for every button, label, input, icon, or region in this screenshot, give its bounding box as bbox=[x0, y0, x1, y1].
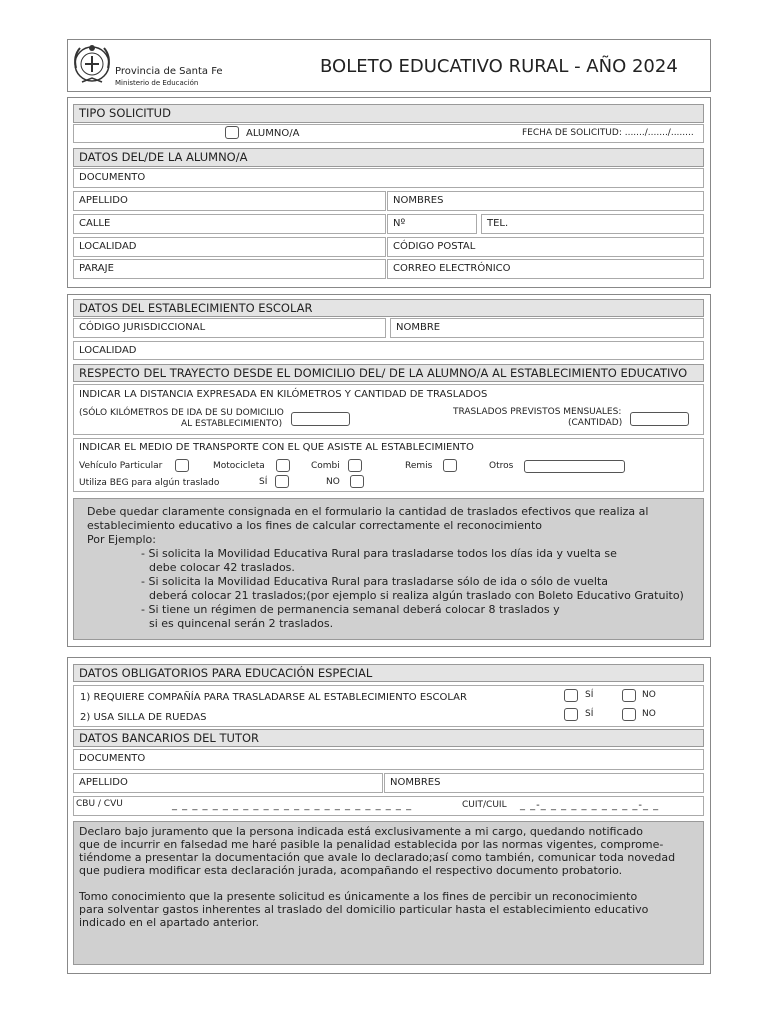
motocicleta-label: Motocicleta bbox=[213, 461, 265, 471]
km-input[interactable] bbox=[291, 412, 350, 426]
establecimiento-header: DATOS DEL ESTABLECIMIENTO ESCOLAR bbox=[73, 299, 704, 317]
alumno-codigo-postal-field[interactable]: CÓDIGO POSTAL bbox=[387, 237, 704, 257]
beg-si-checkbox[interactable] bbox=[275, 475, 289, 488]
declaracion-line: que pudiera modificar esta declaración jurada, acompañando el respectivo documento probatorio. bbox=[79, 864, 623, 877]
conocimiento-line: Tomo conocimiento que la presente solicitud es únicamente a los fines de percibir un reconocimiento bbox=[79, 890, 638, 903]
cbu-label: CBU / CVU bbox=[76, 799, 123, 809]
province-seal-icon bbox=[70, 42, 114, 88]
alumno-apellido-field[interactable]: APELLIDO bbox=[73, 191, 386, 211]
beg-no-label: NO bbox=[326, 477, 340, 487]
traslados-note bbox=[73, 498, 704, 640]
traslados-label-line1: TRASLADOS PREVISTOS MENSUALES: bbox=[453, 407, 622, 417]
alumno-documento-field[interactable]: DOCUMENTO bbox=[73, 168, 704, 188]
note-line: - Si tiene un régimen de permanencia semanal deberá colocar 8 traslados y bbox=[141, 603, 560, 616]
cuit-label: CUIT/CUIL bbox=[462, 800, 507, 810]
q1-si-checkbox[interactable] bbox=[564, 689, 578, 702]
q1-si-label: SÍ bbox=[585, 690, 594, 700]
declaracion-line: Declaro bajo juramento que la persona indicada está exclusivamente a mi cargo, quedando notificado bbox=[79, 825, 643, 838]
datos-alumno-header: DATOS DEL/DE LA ALUMNO/A bbox=[73, 148, 704, 167]
alumno-checkbox-label: ALUMNO/A bbox=[246, 128, 300, 139]
q1-no-checkbox[interactable] bbox=[622, 689, 636, 702]
declaracion-jurada-note bbox=[73, 821, 704, 965]
beg-no-checkbox[interactable] bbox=[350, 475, 364, 488]
especial-header: DATOS OBLIGATORIOS PARA EDUCACIÓN ESPECIAL bbox=[73, 664, 704, 682]
tutor-documento-field[interactable]: DOCUMENTO bbox=[73, 749, 704, 770]
header-box bbox=[67, 39, 711, 92]
traslados-input[interactable] bbox=[630, 412, 689, 426]
alumno-nombres-field[interactable]: NOMBRES bbox=[387, 191, 704, 211]
remis-label: Remis bbox=[405, 461, 433, 471]
cuit-input[interactable]: _ _-_ _ _ _ _ _ _ _ _ _-_ _ bbox=[520, 800, 660, 811]
alumno-paraje-field[interactable]: PARAJE bbox=[73, 259, 386, 279]
distancia-title: INDICAR LA DISTANCIA EXPRESADA EN KILÓMETROS Y CANTIDAD DE TRASLADOS bbox=[79, 389, 488, 400]
q2-si-label: SÍ bbox=[585, 709, 594, 719]
q2-no-label: NO bbox=[642, 709, 656, 719]
page-title: BOLETO EDUCATIVO RURAL - AÑO 2024 bbox=[320, 56, 678, 77]
alumno-correo-field[interactable]: CORREO ELECTRÓNICO bbox=[387, 259, 704, 279]
alumno-tel-field[interactable]: TEL. bbox=[481, 214, 704, 234]
establecimiento-codigo-field[interactable]: CÓDIGO JURISDICCIONAL bbox=[73, 318, 386, 338]
tutor-apellido-field[interactable]: APELLIDO bbox=[73, 773, 383, 793]
note-line: Debe quedar claramente consignada en el formulario la cantidad de traslados efectivos que realiza al bbox=[87, 505, 649, 518]
tipo-solicitud-header: TIPO SOLICITUD bbox=[73, 104, 704, 123]
vehiculo-checkbox[interactable] bbox=[175, 459, 189, 472]
alumno-localidad-field[interactable]: LOCALIDAD bbox=[73, 237, 386, 257]
establecimiento-localidad-field[interactable]: LOCALIDAD bbox=[73, 341, 704, 360]
alumno-calle-field[interactable]: CALLE bbox=[73, 214, 386, 234]
note-line: Por Ejemplo: bbox=[87, 533, 156, 546]
note-line: - Si solicita la Movilidad Educativa Rural para trasladarse todos los días ida y vuelta se bbox=[141, 547, 617, 560]
cbu-input[interactable]: _ _ _ _ _ _ _ _ _ _ _ _ _ _ _ _ _ _ _ _ _ _ _ _ bbox=[172, 800, 413, 811]
especial-q1: 1) REQUIERE COMPAÑÍA PARA TRASLADARSE AL ESTABLECIMIENTO ESCOLAR bbox=[80, 692, 467, 703]
bancarios-header: DATOS BANCARIOS DEL TUTOR bbox=[73, 729, 704, 747]
otros-input[interactable] bbox=[524, 460, 625, 473]
km-label-line2: AL ESTABLECIMIENTO) bbox=[181, 419, 283, 429]
transporte-title: INDICAR EL MEDIO DE TRANSPORTE CON EL QUE ASISTE AL ESTABLECIMIENTO bbox=[79, 442, 474, 453]
especial-q2: 2) USA SILLA DE RUEDAS bbox=[80, 712, 207, 723]
beg-si-label: SÍ bbox=[259, 477, 268, 487]
combi-label: Combi bbox=[311, 461, 340, 471]
km-label-line1: (SÓLO KILÓMETROS DE IDA DE SU DOMICILIO bbox=[79, 408, 284, 418]
conocimiento-line: indicado en el apartado anterior. bbox=[79, 916, 259, 929]
note-line: si es quincenal serán 2 traslados. bbox=[149, 617, 334, 630]
ministry-name: Ministerio de Educación bbox=[115, 79, 199, 87]
note-line: establecimiento educativo a los fines de calcular correctamente el reconocimiento bbox=[87, 519, 542, 532]
beg-label: Utiliza BEG para algún traslado bbox=[79, 478, 220, 488]
motocicleta-checkbox[interactable] bbox=[276, 459, 290, 472]
conocimiento-line: para solventar gastos inherentes al traslado del domicilio particular hasta el establecimiento educativo bbox=[79, 903, 649, 916]
combi-checkbox[interactable] bbox=[348, 459, 362, 472]
tutor-nombres-field[interactable]: NOMBRES bbox=[384, 773, 704, 793]
declaracion-line: tiéndome a presentar la documentación que avale lo declarado;así como también, comunicar toda novedad bbox=[79, 851, 676, 864]
note-line: deberá colocar 21 traslados;(por ejemplo si realiza algún traslado con Boleto Educativo Gratuito) bbox=[149, 589, 684, 602]
establecimiento-nombre-field[interactable]: NOMBRE bbox=[390, 318, 704, 338]
vehiculo-label: Vehículo Particular bbox=[79, 461, 163, 471]
q1-no-label: NO bbox=[642, 690, 656, 700]
q2-no-checkbox[interactable] bbox=[622, 708, 636, 721]
otros-label: Otros bbox=[489, 461, 514, 471]
declaracion-line: que de incurrir en falsedad me haré pasible la penalidad establecida por las normas vigentes, comprome- bbox=[79, 838, 664, 851]
note-line: debe colocar 42 traslados. bbox=[149, 561, 295, 574]
alumno-checkbox[interactable] bbox=[225, 126, 239, 139]
trayecto-header: RESPECTO DEL TRAYECTO DESDE EL DOMICILIO DEL/ DE LA ALUMNO/A AL ESTABLECIMIENTO EDUCATIVO bbox=[73, 364, 704, 382]
q2-si-checkbox[interactable] bbox=[564, 708, 578, 721]
alumno-numero-field[interactable]: Nº bbox=[387, 214, 477, 234]
traslados-label-line2: (CANTIDAD) bbox=[568, 418, 623, 428]
remis-checkbox[interactable] bbox=[443, 459, 457, 472]
note-line: - Si solicita la Movilidad Educativa Rural para trasladarse sólo de ida o sólo de vuelta bbox=[141, 575, 609, 588]
fecha-solicitud-field[interactable]: FECHA DE SOLICITUD: ......./......./........ bbox=[522, 128, 694, 138]
province-name: Provincia de Santa Fe bbox=[115, 66, 223, 77]
